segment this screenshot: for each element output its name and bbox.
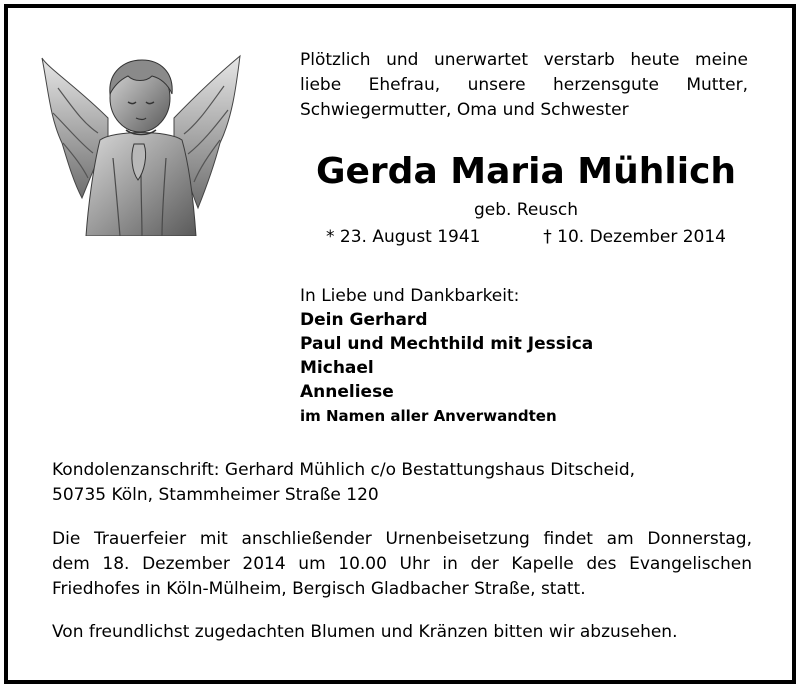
mourners-block: [300, 284, 760, 428]
deceased-name: Gerda Maria Mühlich: [315, 151, 737, 192]
service-line: dem 18. Dezember 2014 um 10.00 Uhr in der Kapelle des Evangelischen: [52, 554, 752, 574]
intro-line: Plötzlich und unerwartet verstarb heute meine: [300, 50, 748, 70]
mourner-name: Anneliese: [300, 382, 394, 402]
mourner-name: Michael: [300, 358, 374, 378]
death-date: † 10. Dezember 2014: [543, 227, 726, 247]
intro-text: [300, 48, 748, 123]
closing-note: Von freundlichst zugedachten Blumen und Kränzen bitten wir abzusehen.: [52, 622, 678, 642]
service-line: Die Trauerfeier mit anschließender Urnenbeisetzung findet am Donnerstag,: [52, 529, 752, 549]
mourner-name: Paul und Mechthild mit Jessica: [300, 334, 594, 354]
intro-line: liebe Ehefrau, unsere herzensgute Mutter,: [300, 75, 748, 95]
service-info: [52, 527, 752, 602]
condolence-line: Kondolenzanschrift: Gerhard Mühlich c/o Bestattungshaus Ditscheid,: [52, 460, 636, 480]
intro-line: Schwiegermutter, Oma und Schwester: [300, 100, 629, 120]
birth-date: * 23. August 1941: [326, 227, 481, 247]
condolence-address: [52, 458, 752, 508]
service-line: Friedhofes in Köln-Mülheim, Bergisch Gladbacher Straße, statt.: [52, 579, 586, 599]
maiden-name: geb. Reusch: [473, 200, 579, 220]
mourners-intro: In Liebe und Dankbarkeit:: [300, 286, 520, 306]
relatives-note: im Namen aller Anverwandten: [300, 407, 557, 425]
condolence-line: 50735 Köln, Stammheimer Straße 120: [52, 485, 379, 505]
praying-angel-statue-icon: [38, 48, 244, 236]
mourner-name: Dein Gerhard: [300, 310, 428, 330]
